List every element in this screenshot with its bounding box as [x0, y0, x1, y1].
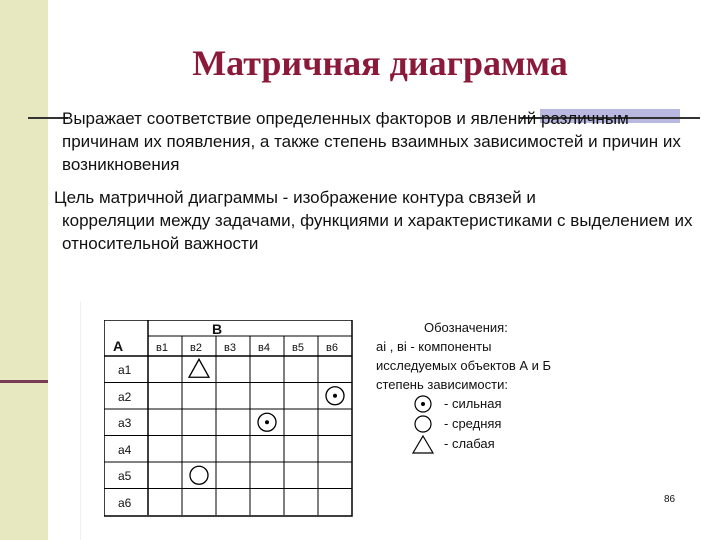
slide-title: Матричная диаграмма [192, 43, 568, 83]
corner-label: А [113, 338, 124, 354]
paragraph-purpose [54, 186, 694, 255]
circle-icon [412, 415, 438, 435]
row-label: а5 [118, 469, 132, 483]
row-label: а4 [118, 442, 132, 457]
row-label: а3 [118, 416, 132, 430]
column-label: в4 [258, 342, 270, 354]
column-label: в5 [292, 342, 304, 354]
column-label: в1 [156, 342, 168, 354]
column-label: в6 [326, 342, 338, 354]
dot-circle-icon [326, 387, 344, 405]
legend-line2: исследуемых объектов А и Б [376, 358, 552, 373]
dot-circle-icon [258, 413, 276, 431]
legend-line3: степень зависимости: [376, 377, 508, 392]
triangle-icon [412, 435, 438, 455]
legend-row-weak [376, 434, 636, 454]
paragraph-purpose-line1: Цель матричной диаграммы - изображение контура связей и [54, 188, 536, 207]
legend [376, 318, 636, 454]
legend-line1: аi , вi - компоненты [376, 339, 492, 354]
dot-circle-icon [412, 395, 438, 415]
row-label: а1 [118, 363, 132, 377]
column-label: в2 [190, 342, 202, 354]
legend-row-medium [376, 414, 636, 434]
legend-weak-label: - слабая [444, 436, 495, 451]
legend-row-strong [376, 394, 636, 414]
legend-title: Обозначения: [424, 320, 508, 335]
left-accent-line [0, 380, 48, 383]
row-label: а6 [118, 495, 132, 510]
circle-icon [190, 466, 208, 484]
top-label: В [212, 321, 223, 337]
row-label: а2 [118, 389, 132, 404]
page-number: 86 [664, 494, 676, 505]
column-label: в3 [224, 342, 236, 354]
legend-medium-label: - средняя [444, 416, 502, 431]
legend-strong-label: - сильная [444, 396, 502, 411]
paragraph-definition: Выражает соответствие определенных факторов и явлений различным причинам их появления, а также степень взаимных зависимостей и причин их возникновения [62, 109, 681, 174]
paragraph-purpose-rest: корреляции между задачами, функциями и характеристиками с выделением их относительной важности [62, 211, 693, 253]
